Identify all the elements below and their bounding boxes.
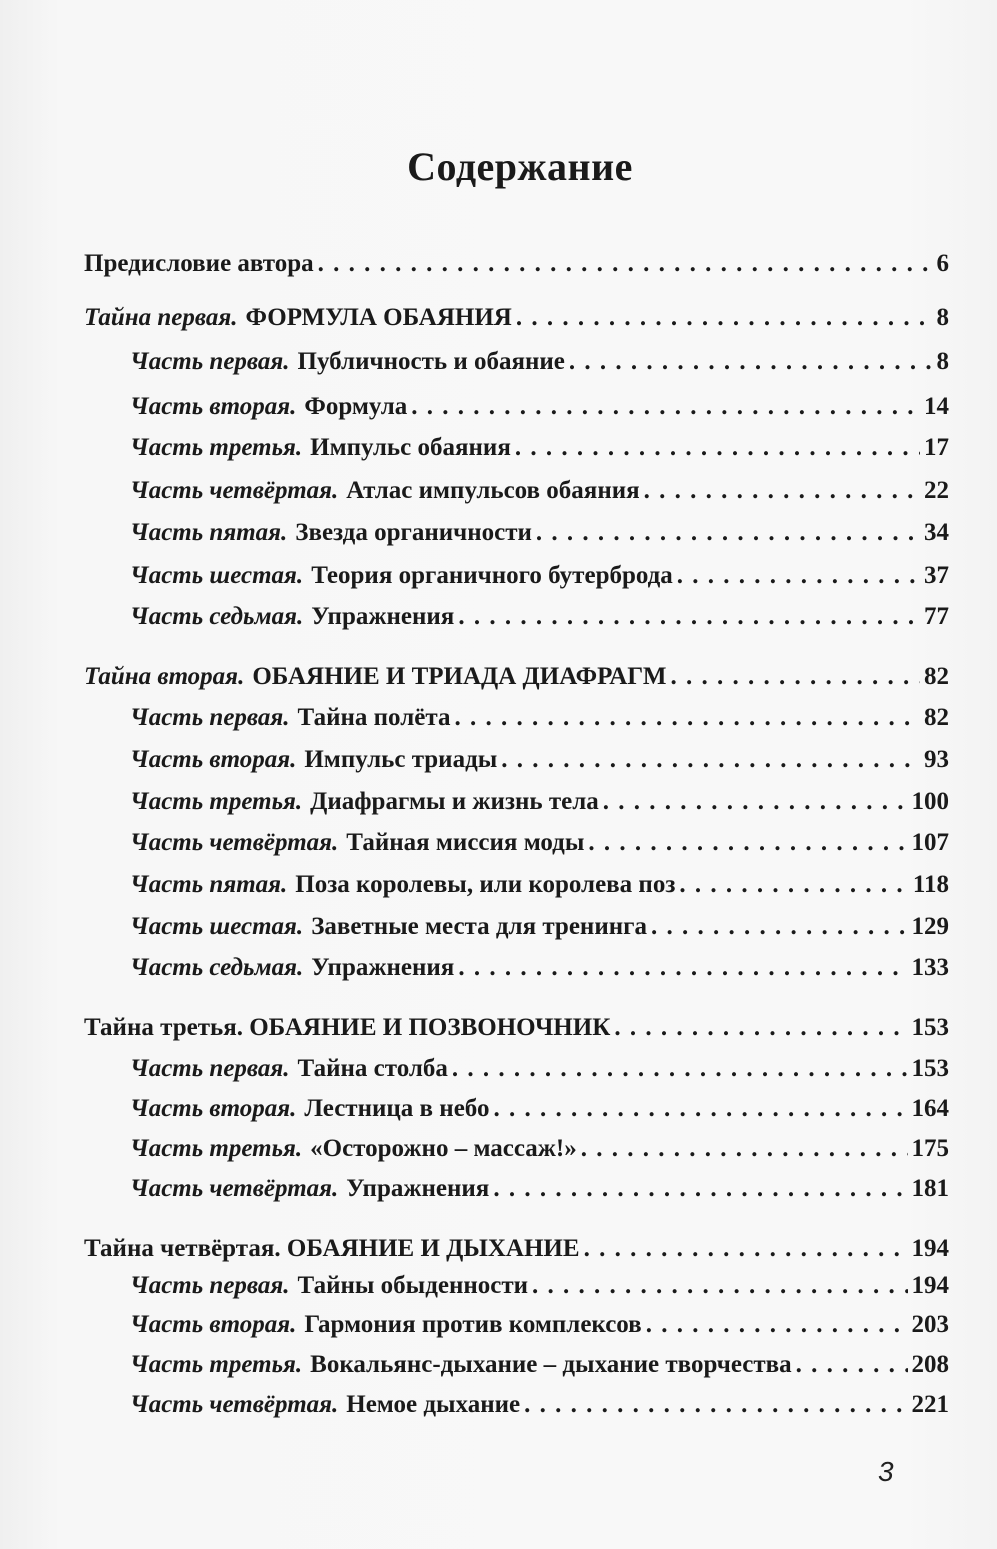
dot-leader bbox=[318, 249, 933, 279]
entry-title: Звезда органичности bbox=[295, 519, 532, 546]
entry-prefix: Часть третья. bbox=[130, 434, 303, 461]
dot-leader bbox=[670, 662, 920, 692]
dot-leader bbox=[581, 1134, 908, 1164]
toc-chapter-entry bbox=[130, 347, 949, 377]
entry-page-number: 34 bbox=[924, 519, 949, 546]
entry-page-number: 37 bbox=[924, 562, 949, 589]
entry-title: ОБАЯНИЕ И ТРИАДА ДИАФРАГМ bbox=[252, 663, 667, 690]
entry-page-number: 129 bbox=[911, 913, 949, 940]
entry-title: Тайная миссия моды bbox=[346, 829, 585, 856]
entry-page-number: 107 bbox=[911, 829, 949, 856]
entry-prefix: Часть третья. bbox=[130, 1351, 303, 1378]
entry-prefix: Часть четвёртая. bbox=[130, 829, 339, 856]
entry-page-number: 14 bbox=[924, 393, 949, 420]
toc-chapter-entry bbox=[130, 476, 949, 506]
entry-page-number: 77 bbox=[924, 603, 949, 630]
entry-prefix: Часть шестая. bbox=[130, 562, 304, 589]
entry-prefix: Часть вторая. bbox=[130, 393, 297, 420]
toc-chapter-entry bbox=[130, 518, 949, 548]
entry-title: Поза королевы, или королева поз bbox=[295, 871, 676, 898]
toc-chapter-entry bbox=[130, 392, 949, 422]
toc-chapter-entry bbox=[130, 828, 949, 858]
dot-leader bbox=[501, 745, 920, 775]
toc-chapter-entry bbox=[130, 912, 949, 942]
dot-leader bbox=[452, 1054, 908, 1084]
dot-leader bbox=[458, 953, 907, 983]
entry-title: Упражнения bbox=[311, 954, 455, 981]
entry-page-number: 22 bbox=[924, 477, 949, 504]
entry-title: Тайна четвёртая. ОБАЯНИЕ И ДЫХАНИЕ bbox=[84, 1235, 580, 1262]
dot-leader bbox=[493, 1174, 907, 1204]
entry-page-number: 194 bbox=[911, 1235, 949, 1262]
toc-section-entry bbox=[84, 662, 949, 692]
dot-leader bbox=[646, 1310, 908, 1340]
toc-chapter-entry bbox=[130, 1094, 949, 1124]
entry-title: Атлас импульсов обаяния bbox=[346, 477, 640, 504]
dot-leader bbox=[532, 1271, 907, 1301]
entry-title: Немое дыхание bbox=[346, 1391, 521, 1418]
toc-chapter-entry bbox=[130, 602, 949, 632]
entry-title: Предисловие автора bbox=[84, 250, 314, 277]
dot-leader bbox=[603, 787, 908, 817]
entry-title: Заветные места для тренинга bbox=[311, 913, 647, 940]
toc-section-entry bbox=[84, 249, 949, 279]
entry-page-number: 8 bbox=[936, 348, 949, 375]
toc-chapter-entry bbox=[130, 561, 949, 591]
entry-title: Теория органичного бутерброда bbox=[311, 562, 673, 589]
entry-title: Диафрагмы и жизнь тела bbox=[310, 788, 599, 815]
dot-leader bbox=[644, 476, 920, 506]
entry-page-number: 8 bbox=[936, 304, 949, 331]
dot-leader bbox=[584, 1234, 908, 1264]
dot-leader bbox=[524, 1390, 907, 1420]
entry-page-number: 17 bbox=[924, 434, 949, 461]
dot-leader bbox=[569, 347, 933, 377]
entry-prefix: Часть первая. bbox=[130, 1055, 290, 1082]
dot-leader bbox=[454, 703, 920, 733]
dot-leader bbox=[796, 1350, 908, 1380]
dot-leader bbox=[458, 602, 920, 632]
entry-prefix: Часть пятая. bbox=[130, 871, 288, 898]
toc-chapter-entry bbox=[130, 1390, 949, 1420]
toc-chapter-entry bbox=[130, 787, 949, 817]
entry-title: Публичность и обаяние bbox=[297, 348, 565, 375]
entry-title: Лестница в небо bbox=[304, 1095, 490, 1122]
entry-title: ФОРМУЛА ОБАЯНИЯ bbox=[245, 304, 512, 331]
entry-prefix: Часть вторая. bbox=[130, 1311, 297, 1338]
entry-page-number: 221 bbox=[911, 1391, 949, 1418]
dot-leader bbox=[614, 1013, 907, 1043]
entry-prefix: Часть четвёртая. bbox=[130, 1175, 339, 1202]
entry-page-number: 82 bbox=[924, 704, 949, 731]
toc-chapter-entry bbox=[130, 745, 949, 775]
entry-page-number: 164 bbox=[911, 1095, 949, 1122]
entry-prefix: Часть пятая. bbox=[130, 519, 288, 546]
entry-title: Упражнения bbox=[346, 1175, 490, 1202]
toc-chapter-entry bbox=[130, 1134, 949, 1164]
entry-title: Вокальянс-дыхание – дыхание творчества bbox=[310, 1351, 792, 1378]
entry-prefix: Часть вторая. bbox=[130, 746, 297, 773]
dot-leader bbox=[515, 433, 920, 463]
toc-chapter-entry bbox=[130, 1174, 949, 1204]
toc-chapter-entry bbox=[130, 1271, 949, 1301]
entry-page-number: 93 bbox=[924, 746, 949, 773]
entry-page-number: 208 bbox=[911, 1351, 949, 1378]
entry-title: Упражнения bbox=[311, 603, 455, 630]
entry-prefix: Часть третья. bbox=[130, 1135, 303, 1162]
entry-prefix: Часть вторая. bbox=[130, 1095, 297, 1122]
dot-leader bbox=[411, 392, 920, 422]
entry-prefix: Часть третья. bbox=[130, 788, 303, 815]
toc-chapter-entry bbox=[130, 1350, 949, 1380]
dot-leader bbox=[493, 1094, 907, 1124]
toc-chapter-entry bbox=[130, 953, 949, 983]
entry-page-number: 153 bbox=[911, 1055, 949, 1082]
entry-prefix: Часть четвёртая. bbox=[130, 1391, 339, 1418]
toc-chapter-entry bbox=[130, 1310, 949, 1340]
entry-prefix: Часть седьмая. bbox=[130, 954, 304, 981]
entry-prefix: Часть седьмая. bbox=[130, 603, 304, 630]
entry-title: Тайны обыденности bbox=[297, 1272, 529, 1299]
entry-page-number: 82 bbox=[924, 663, 949, 690]
entry-title: Формула bbox=[304, 393, 408, 420]
dot-leader bbox=[677, 561, 920, 591]
toc-chapter-entry bbox=[130, 703, 949, 733]
entry-prefix: Часть первая. bbox=[130, 1272, 290, 1299]
entry-page-number: 6 bbox=[936, 250, 949, 277]
entry-title: Тайна столба bbox=[297, 1055, 448, 1082]
entry-page-number: 133 bbox=[911, 954, 949, 981]
toc-chapter-entry bbox=[130, 1054, 949, 1084]
entry-page-number: 175 bbox=[911, 1135, 949, 1162]
entry-page-number: 153 bbox=[911, 1014, 949, 1041]
entry-title: Импульс триады bbox=[304, 746, 498, 773]
dot-leader bbox=[651, 912, 908, 942]
entry-prefix: Тайна первая. bbox=[84, 304, 238, 331]
dot-leader bbox=[536, 518, 920, 548]
page-number: 3 bbox=[878, 1456, 894, 1487]
toc-chapter-entry bbox=[130, 870, 949, 900]
toc-chapter-entry bbox=[130, 433, 949, 463]
entry-prefix: Часть первая. bbox=[130, 704, 290, 731]
entry-page-number: 100 bbox=[911, 788, 949, 815]
entry-prefix: Тайна вторая. bbox=[84, 663, 245, 690]
entry-page-number: 181 bbox=[911, 1175, 949, 1202]
entry-page-number: 118 bbox=[912, 871, 949, 898]
dot-leader bbox=[588, 828, 907, 858]
page-title: Содержание bbox=[407, 144, 633, 189]
entry-prefix: Часть шестая. bbox=[130, 913, 304, 940]
entry-title: Тайна полёта bbox=[297, 704, 451, 731]
entry-title: Гармония против комплексов bbox=[304, 1311, 642, 1338]
toc-section-entry bbox=[84, 1013, 949, 1043]
toc-section-entry bbox=[84, 1234, 949, 1264]
toc-section-entry bbox=[84, 303, 949, 333]
dot-leader bbox=[516, 303, 933, 333]
entry-title: Тайна третья. ОБАЯНИЕ И ПОЗВОНОЧНИК bbox=[84, 1014, 611, 1041]
entry-prefix: Часть четвёртая. bbox=[130, 477, 339, 504]
entry-title: Импульс обаяния bbox=[310, 434, 511, 461]
dot-leader bbox=[679, 870, 909, 900]
entry-page-number: 194 bbox=[911, 1272, 949, 1299]
entry-prefix: Часть первая. bbox=[130, 348, 290, 375]
entry-title: «Осторожно – массаж!» bbox=[310, 1135, 577, 1162]
entry-page-number: 203 bbox=[911, 1311, 949, 1338]
